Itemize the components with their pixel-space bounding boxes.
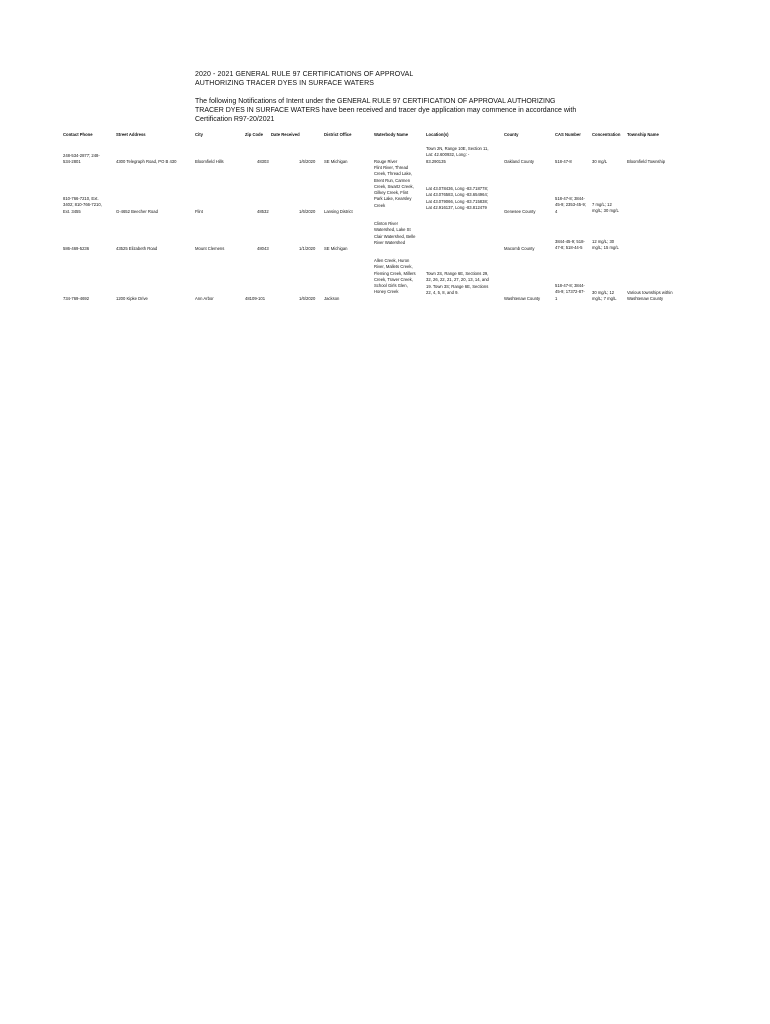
cell-concentration: 12 mg/L; 30 mg/L; 15 mg/L: [592, 239, 619, 251]
title-line-1: 2020 - 2021 GENERAL RULE 97 CERTIFICATIONS OF APPROVAL: [195, 71, 414, 78]
cell-street-address: 1200 Kipke Drive: [116, 296, 148, 301]
cell-zip-code: 48109-101: [245, 296, 266, 301]
cell-waterbody-name: Rouge River: [374, 159, 398, 164]
cell-cas-number: 3844-45-9; 518- 47-8; 518-44-5: [555, 239, 585, 251]
cell-locations: Lat 43.078436, Long -83.718778; Lat 43.076583, Long -83.654964; Lat 43.079066, Long -83.715838; Lat 42.916137, Long -83.812479: [426, 186, 488, 210]
cell-contact-phone: 734-769-4692: [63, 296, 90, 301]
header-contact-phone: Contact Phone: [63, 132, 93, 137]
cell-cas-number: 518-47-8; 3844- 45-9; 17372-87- 1: [555, 283, 585, 301]
cell-city: Flint: [195, 209, 203, 214]
header-township-name: Township Name: [627, 132, 659, 137]
cell-concentration: 30 mg/L; 12 mg/L; 7 mg/L: [592, 290, 617, 302]
title-line-2: AUTHORIZING TRACER DYES IN SURFACE WATERS: [195, 80, 374, 87]
document-title: [195, 70, 595, 88]
intro-line-1: The following Notifications of Intent under the GENERAL RULE 97 CERTIFICATION OF APPROVAL AUTHORIZING: [195, 98, 556, 105]
header-street-address: Street Address: [116, 132, 146, 137]
table-header: [0, 132, 770, 140]
header-county: County: [504, 132, 519, 137]
intro-paragraph: [195, 97, 615, 124]
cell-contact-phone: 586-469-5236: [63, 246, 90, 251]
cell-street-address: 43525 Elizabeth Road: [116, 246, 158, 251]
cell-locations: Town 2S, Range 6E, Sections 29, 32, 26, 22, 21, 27, 20, 13, 14, and 19. Town 3S; Range 6E, Sections 22, 4, 5, 8, and 9.: [426, 271, 489, 295]
header-concentration: Concentration: [592, 132, 621, 137]
cell-date-received: 1/6/2020: [299, 209, 316, 214]
cell-waterbody-name: Flint River, Thread Creek, Thread Lake, Brent Run, Carmen Creek, Swartz Creek, Gilkey Creek, Flint Park Lake, Kearsley Creek: [374, 165, 414, 208]
cell-waterbody-name: Allen Creek, Huron River, Mallets Creek, Fleming Creek, Millers Creek, Traver Creek, School Girls Glen, Honey Creek: [374, 258, 416, 295]
cell-cas-number: 518-47-8: [555, 159, 572, 164]
cell-county: Washtenaw County: [504, 296, 541, 301]
cell-street-address: 4300 Telegraph Road, PO B 430: [116, 159, 177, 164]
cell-contact-phone: 810-766-7210, Ext. 3402; 810-766-7210, Ext. 3455: [63, 196, 102, 214]
cell-county: Oakland County: [504, 159, 535, 164]
cell-concentration: 30 mg/L: [592, 159, 608, 164]
cell-contact-phone: 248-534-2877; 248- 534-2801: [63, 153, 100, 165]
cell-locations: Town 2N, Range 10E, Section 11, Lat: 42.600932, Long: - 83.290135: [426, 146, 489, 164]
cell-district-office: SE Michigan: [324, 159, 348, 164]
header-district-office: District Office: [324, 132, 352, 137]
header-city: City: [195, 132, 203, 137]
cell-district-office: Lansing District: [324, 209, 353, 214]
cell-county: Genesee County: [504, 209, 536, 214]
cell-street-address: G-4652 Beecher Road: [116, 209, 158, 214]
cell-district-office: SE Michigan: [324, 246, 348, 251]
cell-cas-number: 518-47-8; 3844- 45-9; 2353-45-9; 4: [555, 196, 586, 214]
cell-zip-code: 48043: [257, 246, 269, 251]
cell-zip-code: 48303: [257, 159, 269, 164]
cell-date-received: 1/6/2020: [299, 159, 316, 164]
intro-line-3: Certification R97-20/2021: [195, 116, 275, 123]
cell-date-received: 1/1/2020: [299, 246, 316, 251]
cell-city: Ann Arbor: [195, 296, 214, 301]
cell-date-received: 1/6/2020: [299, 296, 316, 301]
header-date-received: Date Received: [271, 132, 300, 137]
cell-waterbody-name: Clinton River Watershed, Lake St Clair Watershed, Belle River Watershed: [374, 221, 416, 245]
cell-zip-code: 48532: [257, 209, 269, 214]
header-zip-code: Zip Code: [245, 132, 263, 137]
cell-county: Macomb County: [504, 246, 535, 251]
header-cas-number: CAS Number: [555, 132, 581, 137]
header-waterbody-name: Waterbody Name: [374, 132, 409, 137]
cell-city: Mount Clemens: [195, 246, 225, 251]
cell-township-name: Bloomfield Township: [627, 159, 666, 164]
header-locations: Location(s): [426, 132, 449, 137]
cell-township-name: Various townships within Washtenaw County: [627, 290, 673, 302]
cell-concentration: 7 mg/L; 12 mg/L; 30 mg/L: [592, 202, 619, 214]
cell-city: Bloomfield Hills: [195, 159, 224, 164]
cell-district-office: Jackson: [324, 296, 340, 301]
intro-line-2: TRACER DYES IN SURFACE WATERS have been received and tracer dye application may commence in accordance with: [195, 107, 577, 114]
